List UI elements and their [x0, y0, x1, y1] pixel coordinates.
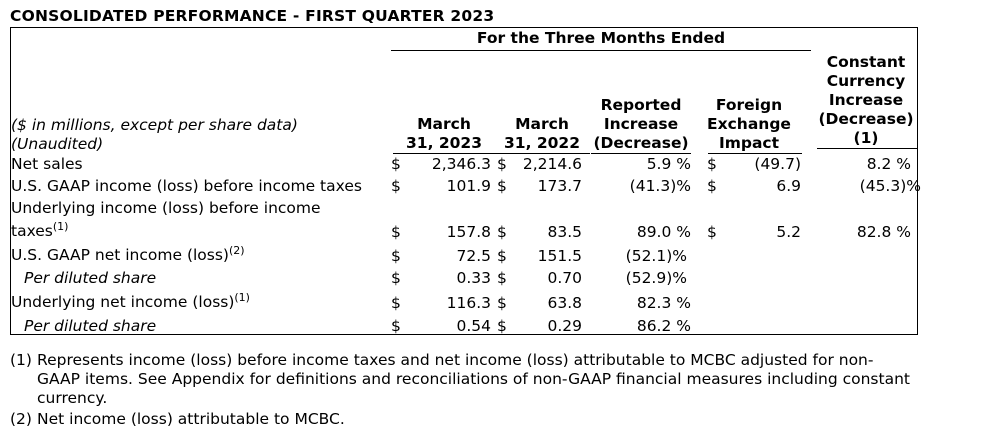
- col-header-march-2023-l1: March: [417, 115, 471, 133]
- row-label: Underlying net income (loss)$^{(1)}$: [11, 291, 250, 311]
- value-2023: 157.8: [446, 223, 491, 241]
- period-group-rule: [391, 50, 811, 51]
- col-header-cc-l3: Increase: [828, 91, 904, 109]
- dollar-sign: $: [391, 294, 401, 312]
- col-header-rule: [817, 148, 917, 149]
- row-label-indented: Per diluted share: [24, 317, 157, 335]
- dollar-sign: $: [497, 294, 507, 312]
- col-header-reported-l1: Reported: [600, 96, 682, 114]
- value-2023: 0.54: [456, 317, 491, 335]
- col-header-march-2022-l1: March: [515, 115, 569, 133]
- footnote-number: (2): [10, 410, 32, 428]
- dollar-sign: $: [391, 269, 401, 287]
- footnote-text: Represents income (loss) before income taxes and net income (loss) attributable to MCBC adjusted for non-GAAP items. See Appendix for definitions and reconciliations of non-GAAP financial measures including constant currency.: [37, 351, 910, 407]
- col-header-cc-l4: (Decrease): [818, 110, 914, 128]
- col-header-cc-l1: Constant: [826, 53, 906, 71]
- dollar-sign: $: [391, 223, 401, 241]
- reported-change: (52.1)%: [625, 247, 687, 265]
- value-2023: 0.33: [456, 269, 491, 287]
- fx-impact: (49.7): [754, 155, 801, 173]
- dollar-sign: $: [707, 223, 717, 241]
- reported-change: (52.9)%: [625, 269, 687, 287]
- footnote-ref: (1): [234, 291, 250, 304]
- units-label: ($ in millions, except per share data): [11, 116, 298, 134]
- col-header-fx-l2: Exchange: [707, 115, 791, 133]
- row-label: U.S. GAAP net income (loss)$^{(2)}$: [11, 244, 245, 264]
- constant-currency-change: 82.8 %: [856, 223, 911, 241]
- fx-impact: 5.2: [776, 223, 801, 241]
- constant-currency-change: 8.2 %: [866, 155, 911, 173]
- footnote-ref: (1): [52, 220, 69, 233]
- row-label: U.S. GAAP income (loss) before income taxes: [11, 177, 362, 195]
- value-2022: 0.29: [547, 317, 582, 335]
- dollar-sign: $: [497, 317, 507, 335]
- fx-impact: 6.9: [776, 177, 801, 195]
- value-2023: 116.3: [446, 294, 491, 312]
- dollar-sign: $: [391, 247, 401, 265]
- footnote-ref: (2): [228, 244, 245, 257]
- dollar-sign: $: [391, 177, 401, 195]
- unaudited-label: (Unaudited): [11, 135, 104, 153]
- footnote-text: Net income (loss) attributable to MCBC.: [37, 410, 345, 428]
- constant-currency-change: (45.3)%: [859, 177, 921, 195]
- value-2022: 63.8: [547, 294, 582, 312]
- value-2022: 2,214.6: [522, 155, 582, 173]
- col-header-cc-l5: (1): [853, 129, 879, 147]
- col-header-reported-l3: (Decrease): [593, 134, 689, 152]
- reported-change: 86.2 %: [636, 317, 691, 335]
- col-header-reported-l2: Increase: [603, 115, 679, 133]
- dollar-sign: $: [497, 247, 507, 265]
- col-header-cc-l2: Currency: [826, 72, 906, 90]
- performance-table: [10, 27, 921, 335]
- value-2022: 83.5: [547, 223, 582, 241]
- value-2023: 72.5: [456, 247, 491, 265]
- dollar-sign: $: [497, 223, 507, 241]
- col-header-march-2022-l2: 31, 2022: [504, 134, 580, 152]
- row-label: taxes$^{(1)}$: [11, 220, 69, 240]
- reported-change: 82.3 %: [636, 294, 691, 312]
- dollar-sign: $: [497, 177, 507, 195]
- col-header-fx-l3: Impact: [718, 134, 780, 152]
- reported-change: 5.9 %: [646, 155, 691, 173]
- footnote-1: [10, 351, 920, 409]
- row-label-line1: Underlying income (loss) before income: [11, 199, 321, 217]
- col-header-fx-l1: Foreign: [715, 96, 783, 114]
- col-header-march-2023-l2: 31, 2023: [406, 134, 482, 152]
- value-2023: 2,346.3: [431, 155, 491, 173]
- reported-change: 89.0 %: [636, 223, 691, 241]
- period-group-header: For the Three Months Ended: [476, 29, 726, 47]
- value-2022: 173.7: [537, 177, 582, 195]
- dollar-sign: $: [497, 155, 507, 173]
- row-label-indented: Per diluted share: [24, 269, 157, 287]
- page-title: CONSOLIDATED PERFORMANCE - FIRST QUARTER 2023: [10, 7, 495, 25]
- dollar-sign: $: [497, 269, 507, 287]
- reported-change: (41.3)%: [629, 177, 691, 195]
- value-2022: 0.70: [547, 269, 582, 287]
- value-2023: 101.9: [446, 177, 491, 195]
- value-2022: 151.5: [537, 247, 582, 265]
- row-label: Net sales: [11, 155, 83, 173]
- dollar-sign: $: [707, 155, 717, 173]
- dollar-sign: $: [391, 155, 401, 173]
- dollar-sign: $: [391, 317, 401, 335]
- footnote-2: [10, 410, 920, 430]
- dollar-sign: $: [707, 177, 717, 195]
- footnote-number: (1): [10, 351, 32, 369]
